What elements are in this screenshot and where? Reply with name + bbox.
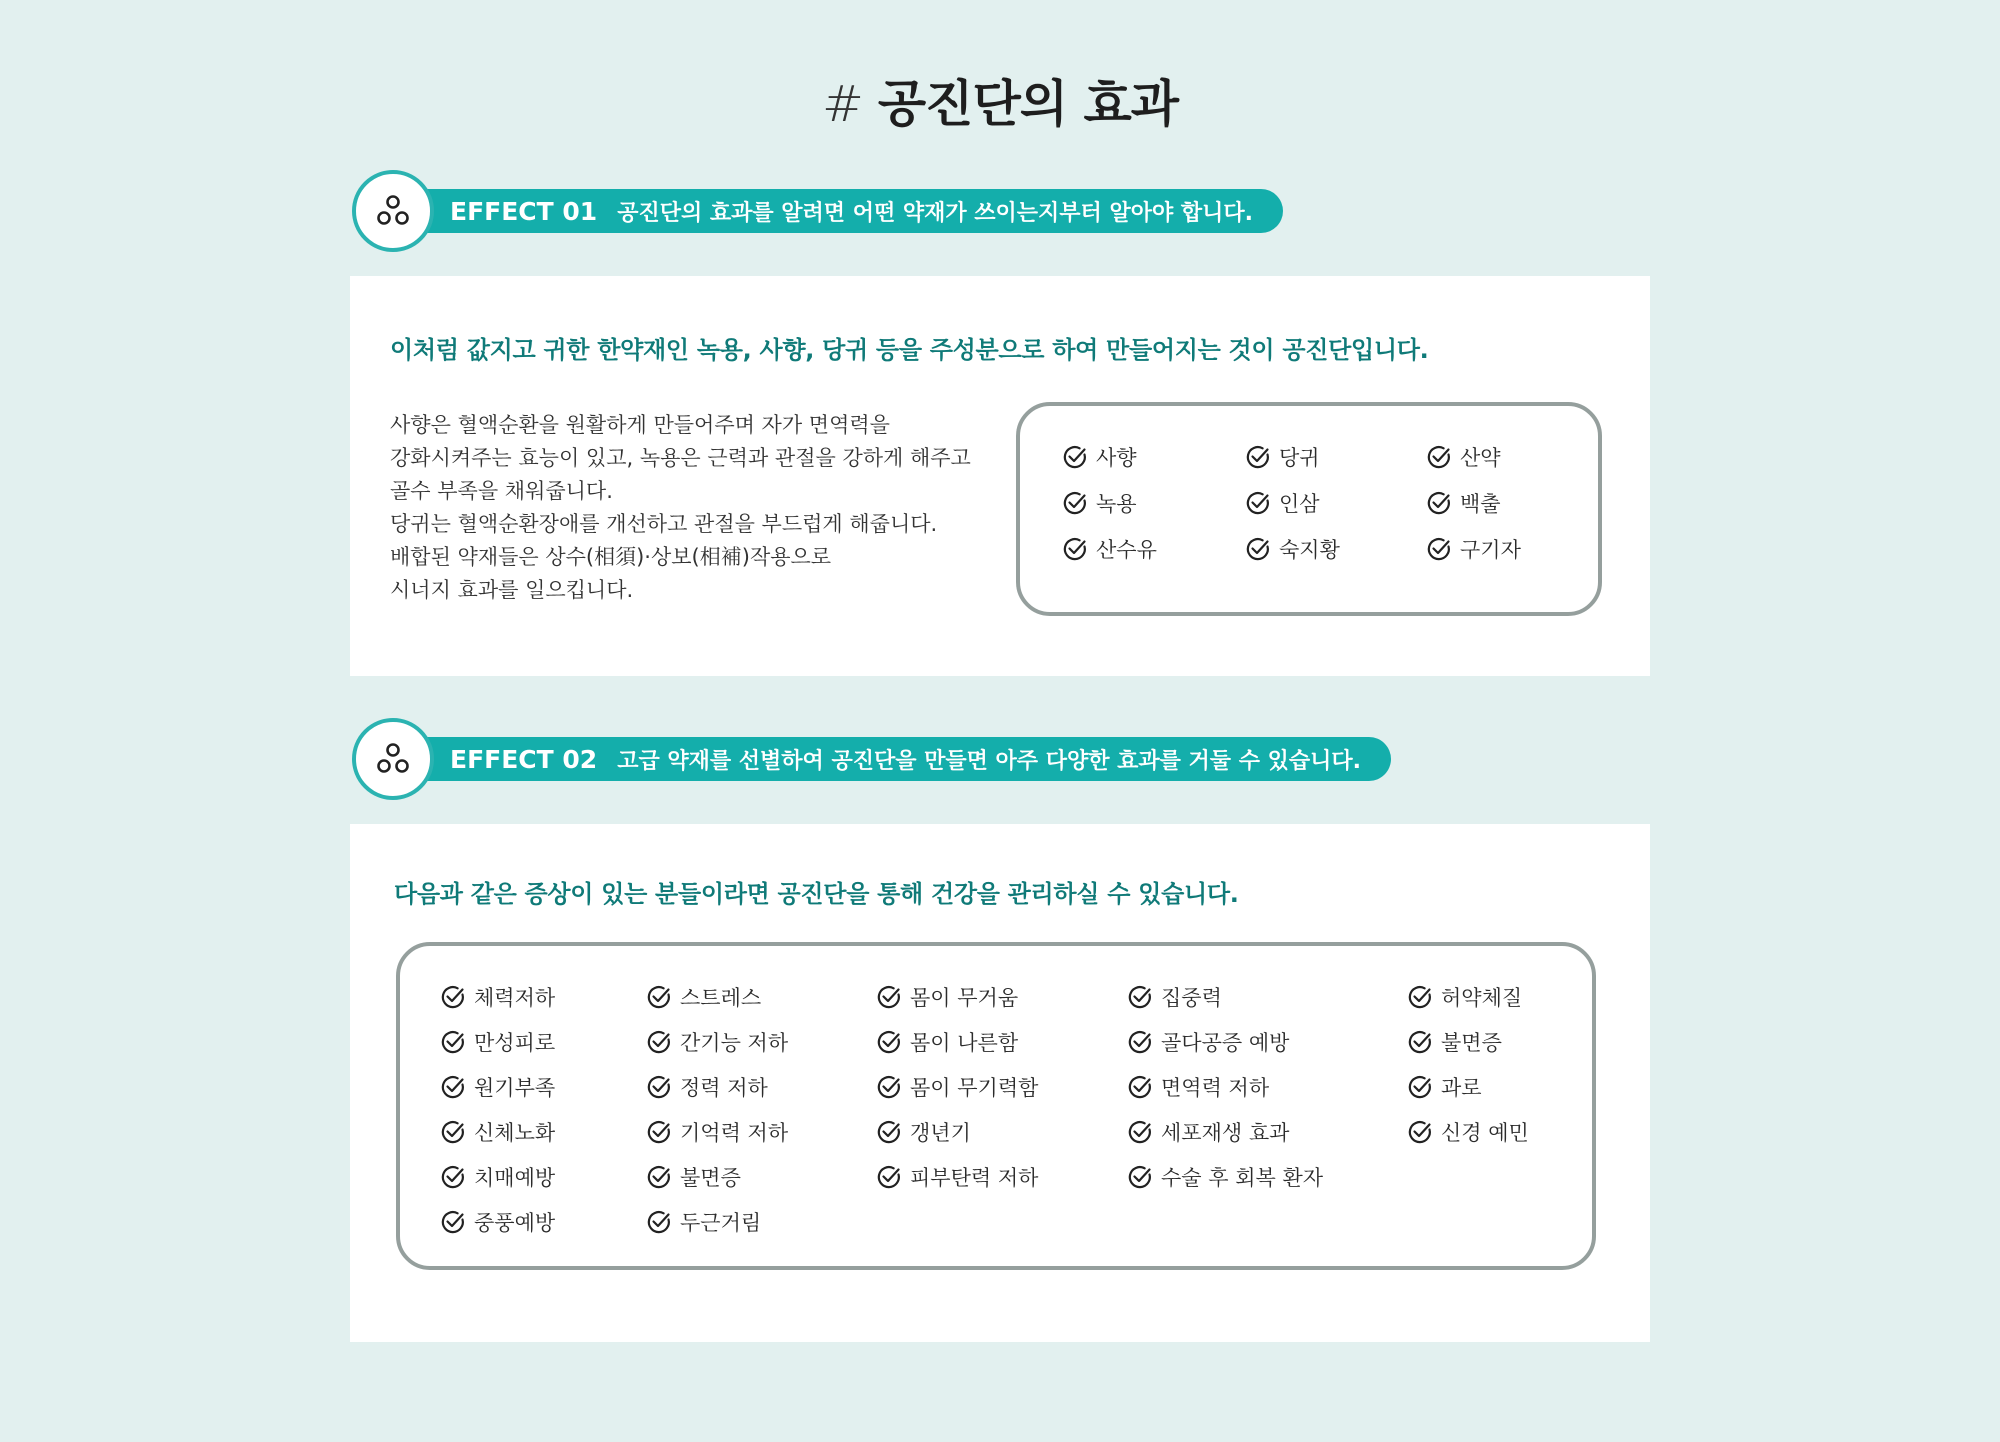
ingredients-box: [1016, 402, 1602, 616]
effect-01-heading: 이처럼 값지고 귀한 한약재인 녹용, 사향, 당귀 등을 주성분으로 하여 만들어지는 것이 공진단입니다.: [390, 336, 1429, 364]
ingredient-item: 사향: [1062, 442, 1137, 472]
page-title: [0, 72, 2000, 136]
check-circle-icon: [876, 1074, 902, 1100]
symptom-item: 치매예방: [440, 1162, 555, 1192]
check-circle-icon: [440, 1029, 466, 1055]
check-circle-icon: [1127, 1164, 1153, 1190]
symptom-item: 만성피로: [440, 1027, 555, 1057]
symptom-item: 중풍예방: [440, 1207, 555, 1237]
description-line: 강화시켜주는 효능이 있고, 녹용은 근력과 관절을 강하게 해주고: [390, 446, 971, 470]
check-circle-icon: [1407, 1029, 1433, 1055]
effect-02-label: EFFECT 02: [450, 744, 598, 774]
check-circle-icon: [440, 984, 466, 1010]
check-circle-icon: [1245, 490, 1271, 516]
symptom-item: 갱년기: [876, 1117, 971, 1147]
ingredient-item: 산수유: [1062, 534, 1157, 564]
check-circle-icon: [1426, 536, 1452, 562]
check-circle-icon: [1407, 984, 1433, 1010]
description-line: 사향은 혈액순환을 원활하게 만들어주며 자가 면역력을: [390, 413, 890, 437]
symptom-item: 피부탄력 저하: [876, 1162, 1038, 1192]
check-circle-icon: [876, 1164, 902, 1190]
symptom-item: 체력저하: [440, 982, 555, 1012]
check-circle-icon: [1407, 1119, 1433, 1145]
effect-01-pill: [392, 189, 1283, 233]
symptom-item: 기억력 저하: [646, 1117, 788, 1147]
ingredient-item: 인삼: [1245, 488, 1320, 518]
check-circle-icon: [1245, 444, 1271, 470]
effect-02-panel: [350, 824, 1650, 1342]
effect-02-icon-circle: [352, 718, 434, 800]
ingredient-item: 백출: [1426, 488, 1501, 518]
effect-01-icon-circle: [352, 170, 434, 252]
check-circle-icon: [876, 1119, 902, 1145]
ingredient-item: 산약: [1426, 442, 1501, 472]
symptom-item: 면역력 저하: [1127, 1072, 1269, 1102]
check-circle-icon: [1407, 1074, 1433, 1100]
check-circle-icon: [1062, 536, 1088, 562]
ingredient-item: 녹용: [1062, 488, 1137, 518]
check-circle-icon: [1127, 1119, 1153, 1145]
effect-02-pill: [392, 737, 1391, 781]
check-circle-icon: [1426, 444, 1452, 470]
symptom-item: 간기능 저하: [646, 1027, 788, 1057]
symptom-item: 원기부족: [440, 1072, 555, 1102]
symptom-item: 세포재생 효과: [1127, 1117, 1289, 1147]
check-circle-icon: [646, 984, 672, 1010]
symptom-item: 몸이 무기력함: [876, 1072, 1038, 1102]
symptom-item: 몸이 나른함: [876, 1027, 1018, 1057]
check-circle-icon: [1127, 984, 1153, 1010]
description-line: 배합된 약재들은 상수(相須)·상보(相補)작용으로: [390, 545, 832, 569]
title-text: 공진단의 효과: [877, 75, 1179, 133]
ingredient-item: 숙지황: [1245, 534, 1340, 564]
symptom-item: 정력 저하: [646, 1072, 768, 1102]
check-circle-icon: [440, 1119, 466, 1145]
effect-01-label: EFFECT 01: [450, 196, 598, 226]
symptom-item: 과로: [1407, 1072, 1482, 1102]
check-circle-icon: [440, 1209, 466, 1235]
effect-01-panel: [350, 276, 1650, 676]
symptom-item: 불면증: [1407, 1027, 1502, 1057]
description-line: 시너지 효과를 일으킵니다.: [390, 578, 634, 602]
ingredients-dots-icon: [373, 191, 413, 231]
ingredients-dots-icon: [373, 739, 413, 779]
effect-02-headline: 고급 약재를 선별하여 공진단을 만들면 아주 다양한 효과를 거둘 수 있습니다.: [617, 748, 1361, 774]
check-circle-icon: [1062, 444, 1088, 470]
symptom-item: 골다공증 예방: [1127, 1027, 1289, 1057]
title-hash: #: [821, 75, 864, 133]
check-circle-icon: [646, 1119, 672, 1145]
check-circle-icon: [1127, 1029, 1153, 1055]
check-circle-icon: [440, 1074, 466, 1100]
check-circle-icon: [646, 1209, 672, 1235]
check-circle-icon: [876, 1029, 902, 1055]
symptom-item: 신경 예민: [1407, 1117, 1529, 1147]
effect-01-headline: 공진단의 효과를 알려면 어떤 약재가 쓰이는지부터 알아야 합니다.: [617, 200, 1253, 226]
symptoms-box: [396, 942, 1596, 1270]
symptom-item: 몸이 무거움: [876, 982, 1018, 1012]
check-circle-icon: [440, 1164, 466, 1190]
check-circle-icon: [1245, 536, 1271, 562]
ingredient-item: 구기자: [1426, 534, 1521, 564]
check-circle-icon: [876, 984, 902, 1010]
check-circle-icon: [1062, 490, 1088, 516]
symptom-item: 신체노화: [440, 1117, 555, 1147]
check-circle-icon: [1426, 490, 1452, 516]
effect-02-heading: 다음과 같은 증상이 있는 분들이라면 공진단을 통해 건강을 관리하실 수 있습니다.: [394, 880, 1239, 908]
check-circle-icon: [646, 1164, 672, 1190]
check-circle-icon: [646, 1029, 672, 1055]
symptom-item: 불면증: [646, 1162, 741, 1192]
check-circle-icon: [646, 1074, 672, 1100]
symptom-item: 두근거림: [646, 1207, 761, 1237]
ingredient-item: 당귀: [1245, 442, 1320, 472]
effect-01-description: [390, 409, 971, 607]
symptom-item: 집중력: [1127, 982, 1222, 1012]
description-line: 골수 부족을 채워줍니다.: [390, 479, 613, 503]
symptom-item: 허약체질: [1407, 982, 1522, 1012]
symptom-item: 수술 후 회복 환자: [1127, 1162, 1323, 1192]
description-line: 당귀는 혈액순환장애를 개선하고 관절을 부드럽게 해줍니다.: [390, 512, 938, 536]
symptom-item: 스트레스: [646, 982, 761, 1012]
check-circle-icon: [1127, 1074, 1153, 1100]
